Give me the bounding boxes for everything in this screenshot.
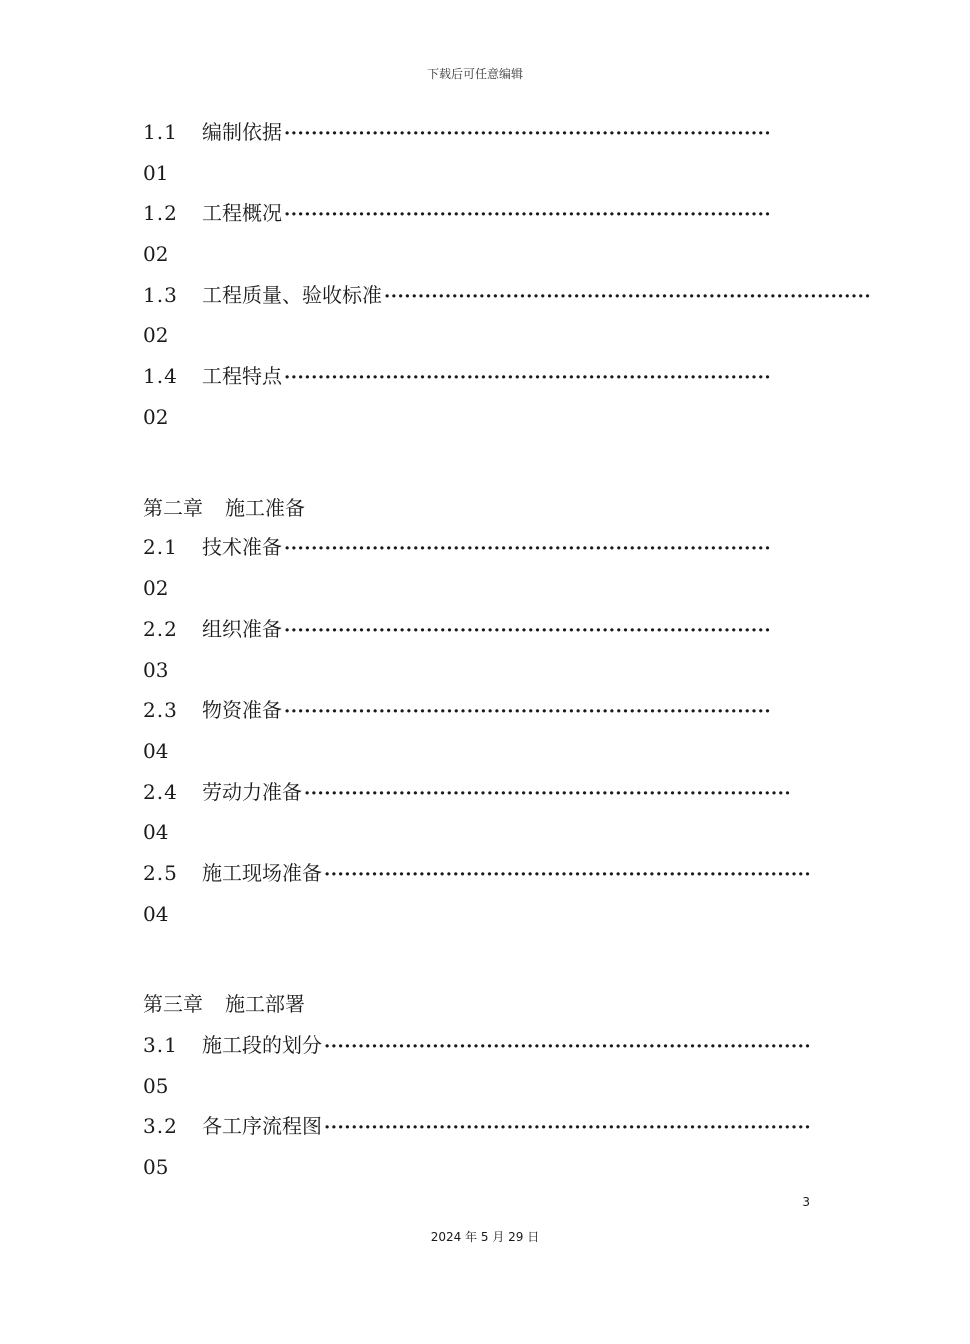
toc-entry-title: 工程质量、验收标准 [202,283,382,307]
toc-entry-page: 05 [143,1074,169,1098]
toc-entry-number: 2.4 [143,780,178,804]
toc-entry-number: 2.3 [143,698,178,722]
toc-entry-number: 1.3 [143,283,178,307]
toc-entry[interactable] [143,778,805,806]
toc-leader-dots: ········································································ [284,204,772,225]
toc-entry-number: 1.4 [143,364,178,388]
chapter-heading[interactable] [143,494,305,522]
page-header: 下载后可任意编辑 [426,67,523,81]
chapter-label: 第二章 [143,496,203,520]
toc-leader-dots: ········································································ [284,367,772,388]
toc-entry-title: 技术准备 [202,535,282,559]
toc-entry[interactable] [143,118,805,146]
toc-entry[interactable] [143,199,805,227]
toc-entry-number: 2.5 [143,861,178,885]
toc-entry-number: 3.1 [143,1033,178,1057]
toc-leader-dots: ········································································ [324,1036,812,1057]
toc-entry[interactable] [143,533,805,561]
toc-entry-page: 02 [143,323,169,347]
toc-entry-title: 施工段的划分 [202,1033,322,1057]
toc-entry-number: 2.1 [143,535,178,559]
chapter-title: 施工准备 [225,496,305,520]
toc-entry-title: 劳动力准备 [202,780,302,804]
toc-entry-title: 工程概况 [202,201,282,225]
footer-date: 2024 年 5 月 29 日 [430,1230,540,1244]
toc-entry-title: 施工现场准备 [202,861,322,885]
toc-entry-number: 2.2 [143,617,178,641]
toc-entry-page: 03 [143,658,169,682]
page-number: 3 [802,1195,810,1209]
chapter-heading[interactable] [143,990,305,1018]
toc-entry-page: 05 [143,1155,169,1179]
toc-entry[interactable] [143,362,805,390]
toc-entry[interactable] [143,1031,812,1059]
toc-leader-dots: ········································································ [384,286,872,307]
toc-leader-dots: ········································································ [284,701,772,722]
toc-entry-title: 组织准备 [202,617,282,641]
toc-entry-page: 02 [143,242,169,266]
toc-entry-page: 01 [143,161,169,185]
toc-entry-title: 物资准备 [202,698,282,722]
toc-entry-number: 1.1 [143,120,178,144]
toc-leader-dots: ········································································ [324,1117,812,1138]
toc-entry[interactable] [143,696,805,724]
toc-entry-page: 02 [143,405,169,429]
toc-entry-title: 各工序流程图 [202,1114,322,1138]
toc-entry-page: 04 [143,739,169,763]
toc-entry[interactable] [143,281,872,309]
toc-entry-page: 02 [143,576,169,600]
chapter-title: 施工部署 [225,992,305,1016]
toc-leader-dots: ········································································ [284,620,772,641]
toc-leader-dots: ········································································ [324,864,812,885]
toc-leader-dots: ········································································ [284,538,772,559]
toc-leader-dots: ········································································ [304,783,792,804]
toc-entry-title: 工程特点 [202,364,282,388]
toc-entry-number: 1.2 [143,201,178,225]
toc-entry-page: 04 [143,820,169,844]
toc-entry-number: 3.2 [143,1114,178,1138]
toc-entry-title: 编制依据 [202,120,282,144]
toc-entry[interactable] [143,859,812,887]
toc-entry[interactable] [143,1112,812,1140]
chapter-label: 第三章 [143,992,203,1016]
toc-entry[interactable] [143,615,805,643]
toc-leader-dots: ········································································ [284,123,772,144]
toc-entry-page: 04 [143,902,169,926]
